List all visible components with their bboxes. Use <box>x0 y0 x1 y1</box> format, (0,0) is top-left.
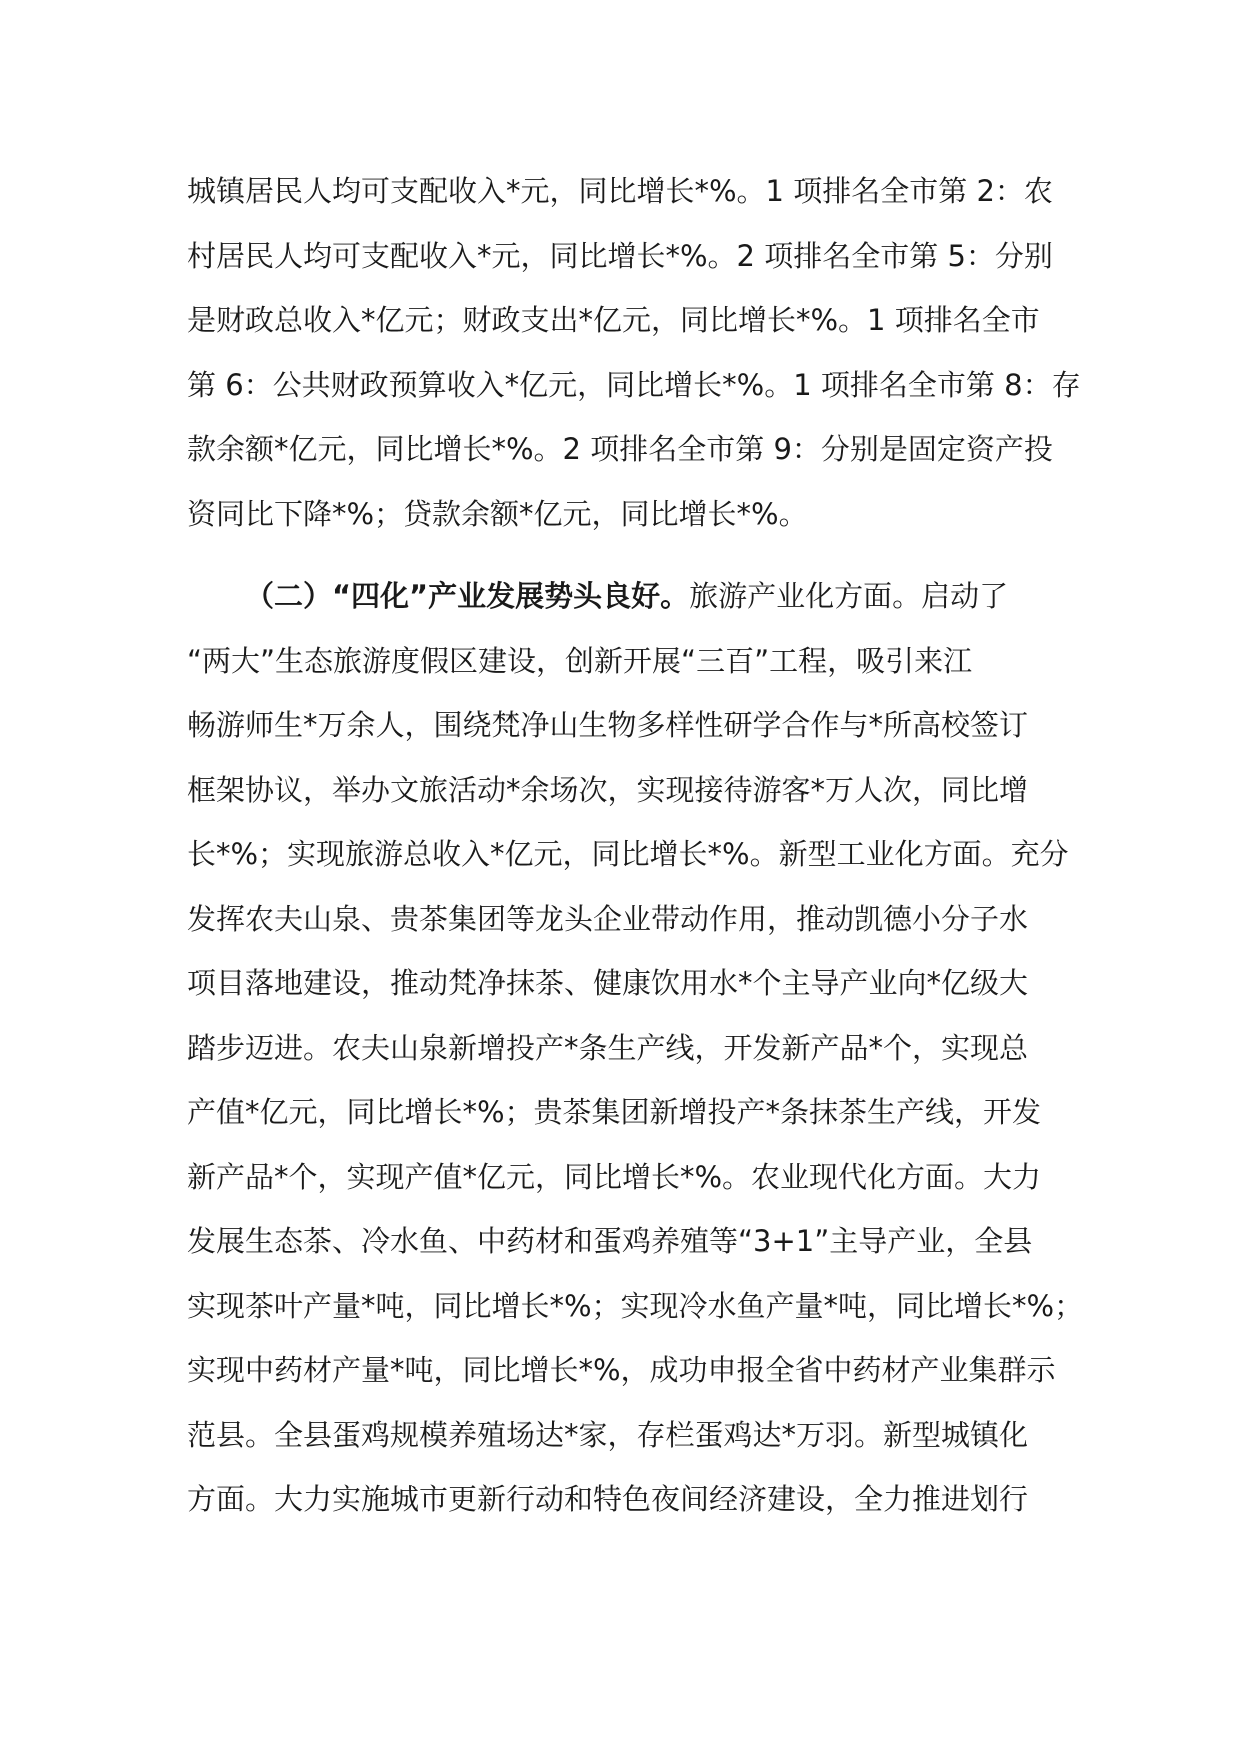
paragraph-line: 资同比下降*%；贷款余额*亿元，同比增长*%。 <box>187 496 808 531</box>
paragraph-line: 发展生态茶、冷水鱼、中药材和蛋鸡养殖等“3+1”主导产业，全县 <box>187 1224 1033 1258</box>
paragraph-line: 畅游师生*万余人，围绕梵净山生物多样性研学合作与*所高校签订 <box>187 708 1029 742</box>
paragraph-line: 框架协议，举办文旅活动*余场次，实现接待游客*万人次，同比增 <box>187 772 1029 807</box>
paragraph-line: 新产品*个，实现产值*亿元，同比增长*%。农业现代化方面。大力 <box>187 1159 1042 1194</box>
paragraph-economic-indicators <box>187 171 1081 558</box>
paragraph-line: 村居民人均可支配收入*元，同比增长*%。2 项排名全市第 5：分别 <box>187 238 1053 273</box>
first-line-text: 旅游产业化方面。启动了 <box>689 579 1009 613</box>
section-heading: （二）“四化”产业发展势头良好。 <box>245 579 690 613</box>
paragraph-line: 长*%；实现旅游总收入*亿元，同比增长*%。新型工业化方面。充分 <box>187 837 1069 871</box>
paragraph-line: 踏步迈进。农夫山泉新增投产*条生产线，开发新产品*个，实现总 <box>187 1030 1029 1065</box>
paragraph-line: 实现茶叶产量*吨，同比增长*%；实现冷水鱼产量*吨，同比增长*%； <box>187 1288 1084 1323</box>
paragraph-line: “两大”生态旅游度假区建设，创新开展“三百”工程，吸引来江 <box>187 643 973 678</box>
paragraph-first-line <box>187 576 1067 641</box>
paragraph-line: 款余额*亿元，同比增长*%。2 项排名全市第 9：分别是固定资产投 <box>187 432 1053 466</box>
paragraph-four-modernizations <box>187 576 1084 1544</box>
paragraph-line: 第 6：公共财政预算收入*亿元，同比增长*%。1 项排名全市第 8：存 <box>187 367 1081 402</box>
paragraph-line: 实现中药材产量*吨，同比增长*%，成功申报全省中药材产业集群示 <box>187 1353 1056 1387</box>
paragraph-line: 是财政总收入*亿元；财政支出*亿元，同比增长*%。1 项排名全市 <box>187 303 1040 337</box>
paragraph-line: 产值*亿元，同比增长*%；贵茶集团新增投产*条抹茶生产线，开发 <box>187 1095 1042 1129</box>
paragraph-line: 方面。大力实施城市更新行动和特色夜间经济建设，全力推进划行 <box>187 1482 1029 1516</box>
paragraph-line: 范县。全县蛋鸡规模养殖场达*家，存栏蛋鸡达*万羽。新型城镇化 <box>187 1417 1029 1452</box>
paragraph-line: 发挥农夫山泉、贵茶集团等龙头企业带动作用，推动凯德小分子水 <box>187 901 1029 936</box>
paragraph-line: 城镇居民人均可支配收入*元，同比增长*%。1 项排名全市第 2：农 <box>187 174 1053 208</box>
paragraph-line: 项目落地建设，推动梵净抹茶、健康饮用水*个主导产业向*亿级大 <box>187 966 1029 1000</box>
